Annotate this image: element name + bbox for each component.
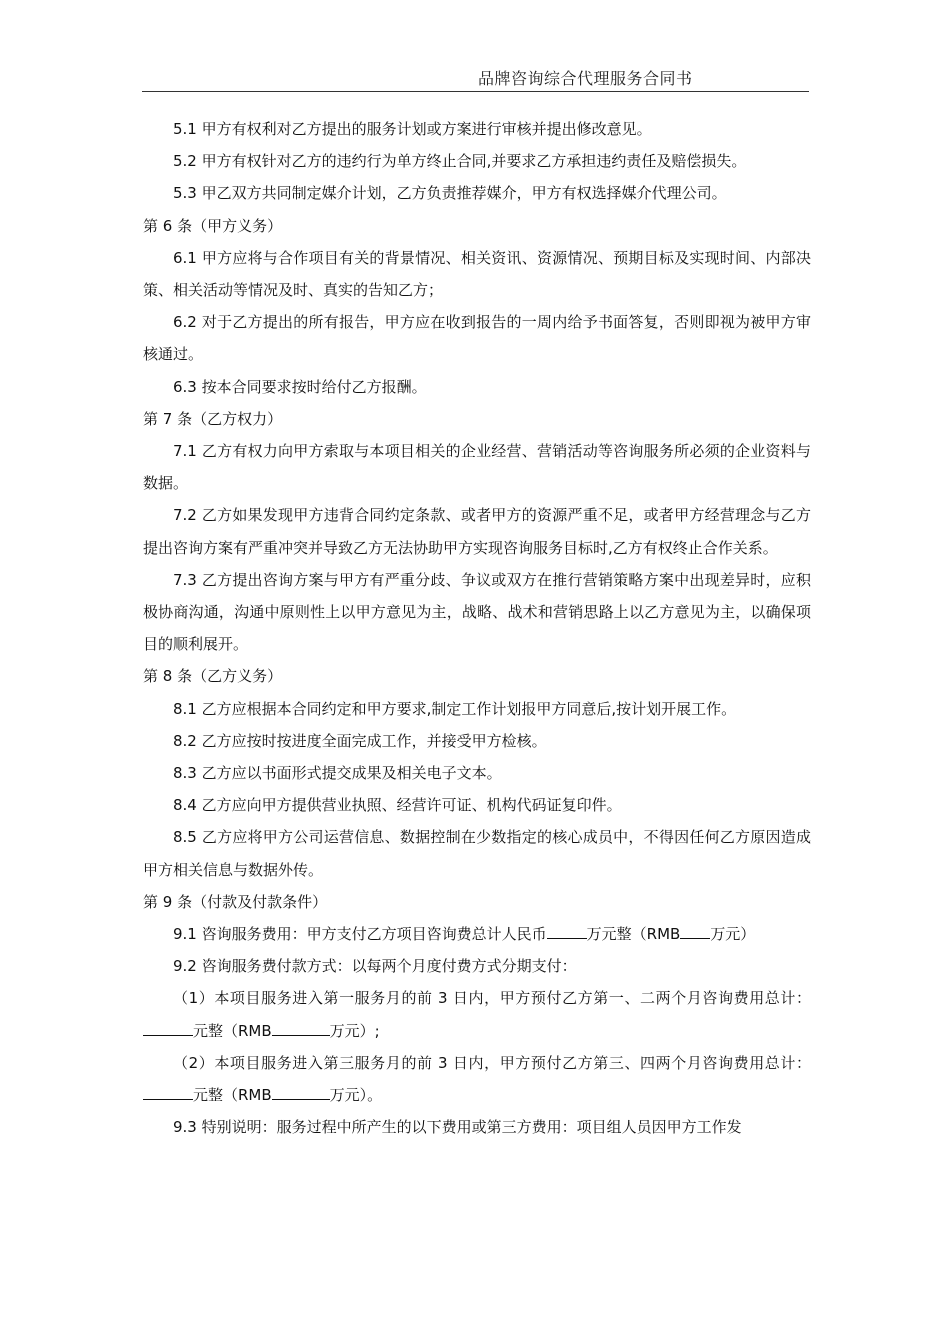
clause-8-3: 8.3 乙方应以书面形式提交成果及相关电子文本。 xyxy=(173,764,502,783)
clause-7-3: 7.3 乙方提出咨询方案与甲方有严重分歧、争议或双方在推行营销策略方案中出现差异时，应积极协商沟通，沟通中原则性上以甲方意见为主，战略、战术和营销思路上以乙方意见为主，以确保项目的顺利展开。 xyxy=(143,570,811,654)
item-2-unit: 元整（RMB xyxy=(193,1086,272,1105)
item-2-text: （2）本项目服务进入第三服务月的前 3 日内，甲方预付乙方第三、四两个月咨询费用总计： xyxy=(173,1053,811,1072)
article-6-heading: 第 6 条（甲方义务） xyxy=(143,216,283,235)
clause-9-1 xyxy=(143,918,811,950)
blank-item-2-rmb xyxy=(272,1099,330,1100)
clause-9-2: 9.2 咨询服务费付款方式：以每两个月度付费方式分期支付： xyxy=(173,957,577,976)
clause-8-1: 8.1 乙方应根据本合同约定和甲方要求,制定工作计划报甲方同意后,按计划开展工作。 xyxy=(173,699,737,718)
clause-9-3: 9.3 特别说明：服务过程中所产生的以下费用或第三方费用：项目组人员因甲方工作发 xyxy=(173,1118,742,1137)
clause-5-1: 5.1 甲方有权利对乙方提出的服务计划或方案进行审核并提出修改意见。 xyxy=(173,120,652,138)
clause-9-2-item-1 xyxy=(143,982,811,1046)
clause-7-2: 7.2 乙方如果发现甲方违背合同约定条款、或者甲方的资源严重不足，或者甲方经营理念与乙方提出咨询方案有严重冲突并导致乙方无法协助甲方实现咨询服务目标时,乙方有权终止合作关系。 xyxy=(143,506,811,557)
article-7-heading: 第 7 条（乙方权力） xyxy=(143,409,283,428)
item-1-text: （1）本项目服务进入第一服务月的前 3 日内，甲方预付乙方第一、二两个月咨询费用总计： xyxy=(173,989,811,1008)
clause-8-4: 8.4 乙方应向甲方提供营业执照、经营许可证、机构代码证复印件。 xyxy=(173,796,622,815)
clause-9-1-text: 9.1 咨询服务费用：甲方支付乙方项目咨询费总计人民币 xyxy=(173,925,547,944)
clause-6-3: 6.3 按本合同要求按时给付乙方报酬。 xyxy=(173,377,427,396)
clause-6-1: 6.1 甲方应将与合作项目有关的背景情况、相关资讯、资源情况、预期目标及实现时间、内部决策、相关活动等情况及时、真实的告知乙方； xyxy=(143,248,811,300)
clause-9-1-unit: 万元整（RMB xyxy=(586,925,681,944)
blank-item-2-amount xyxy=(143,1099,193,1100)
item-1-end: 万元）; xyxy=(329,1021,380,1040)
clause-9-2-item-2 xyxy=(143,1047,811,1111)
clause-8-2: 8.2 乙方应按时按进度全面完成工作，并接受甲方检核。 xyxy=(173,731,547,750)
item-2-end: 万元）。 xyxy=(329,1086,383,1105)
blank-item-1-rmb xyxy=(272,1035,330,1036)
clause-7-1: 7.1 乙方有权力向甲方索取与本项目相关的企业经营、营销活动等咨询服务所必须的企业资料与数据。 xyxy=(143,442,811,493)
blank-total-amount xyxy=(547,938,587,939)
header-divider xyxy=(142,91,809,92)
blank-rmb-amount xyxy=(680,938,710,939)
clause-6-2: 6.2 对于乙方提出的所有报告，甲方应在收到报告的一周内给予书面答复，否则即视为被甲方审核通过。 xyxy=(143,313,811,364)
clause-5-3: 5.3 甲乙双方共同制定媒介计划，乙方负责推荐媒介，甲方有权选择媒介代理公司。 xyxy=(173,184,727,203)
clause-8-5: 8.5 乙方应将甲方公司运营信息、数据控制在少数指定的核心成员中，不得因任何乙方原因造成甲方相关信息与数据外传。 xyxy=(143,828,811,879)
item-1-unit: 元整（RMB xyxy=(193,1021,272,1040)
contract-body xyxy=(143,113,811,1144)
clause-5-2: 5.2 甲方有权针对乙方的违约行为单方终止合同,并要求乙方承担违约责任及赔偿损失。 xyxy=(173,152,747,171)
document-header-title: 品牌咨询综合代理服务合同书 xyxy=(478,69,693,88)
article-9-heading: 第 9 条（付款及付款条件） xyxy=(143,892,328,911)
blank-item-1-amount xyxy=(143,1035,193,1036)
article-8-heading: 第 8 条（乙方义务） xyxy=(143,667,283,686)
clause-9-1-end: 万元） xyxy=(710,925,756,944)
